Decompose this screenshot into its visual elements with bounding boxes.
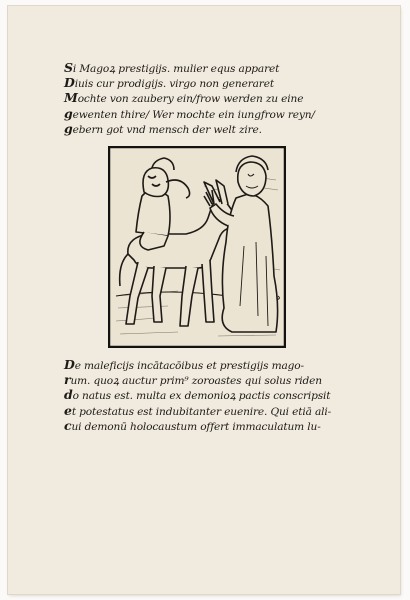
verse-line-3: Mochte von zaubery ein/frow werden zu eine: [64, 90, 304, 106]
verse-top: [64, 61, 344, 137]
verse-line-5: gebern got vnd mensch der welt zire.: [64, 120, 262, 136]
commentary-line-5: cui demonū holocaustum offert immaculatum lu-: [64, 417, 321, 433]
verse-line-4: gewenten thire/ Wer mochte ein iungfrow reyn/: [64, 105, 315, 121]
commentary-bottom: [64, 358, 344, 434]
woodcut-illustration: [108, 146, 286, 348]
book-leaf: [8, 6, 400, 594]
verse-line-2: Diuis cur prodigijs. virgo non generaret: [64, 75, 274, 91]
commentary-line-1: De maleficijs incātacōibus et prestigijs mago-: [64, 357, 304, 372]
commentary-line-2: rum. quoꝝ auctur prim⁹ zoroastes qui solus riden: [64, 372, 322, 388]
commentary-line-4: et potestatus est indubitanter euenire. Qui etiā ali-: [64, 402, 332, 418]
commentary-line-3: do natus est. multa ex demonioꝝ pactis conscripsit: [64, 387, 331, 403]
verse-line-1: Si Magoꝝ prestigijs. mulier equs apparet: [64, 60, 280, 75]
